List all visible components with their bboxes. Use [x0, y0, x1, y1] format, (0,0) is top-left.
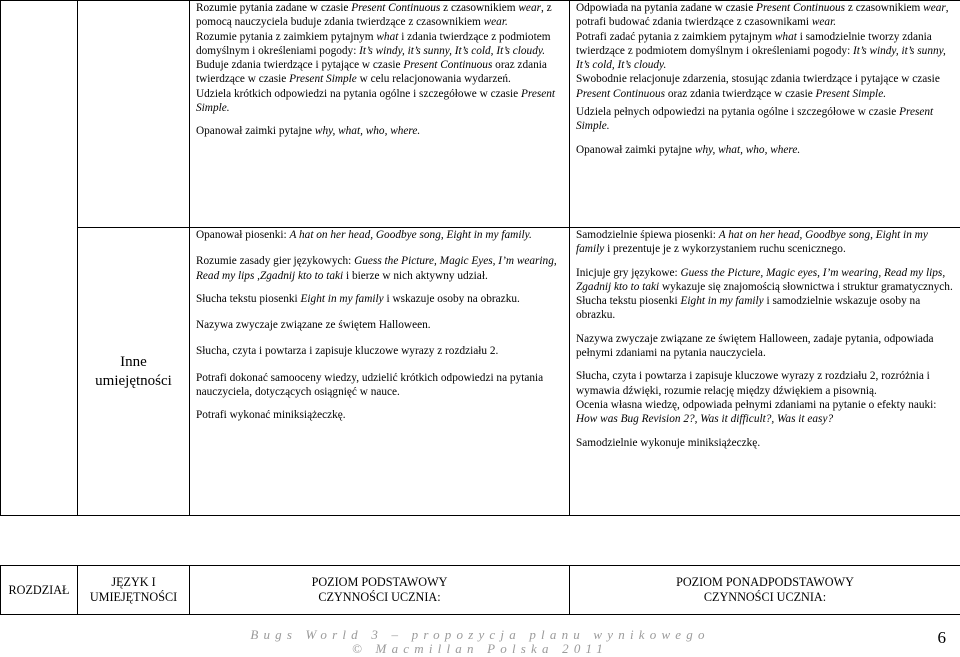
advanced-level-cell: [570, 1, 960, 228]
header-chapter: ROZDZIAŁ: [1, 566, 78, 615]
text: Samodzielnie wykonuje miniksiążeczkę.: [576, 437, 760, 449]
list-item: [576, 266, 955, 295]
items-list: [570, 228, 960, 450]
page-number: 6: [938, 628, 947, 648]
italic-text: It’s windy, it’s sunny, It’s cold, It’s cloudy.: [359, 45, 545, 57]
text: Odpowiada na pytania zadane w czasie: [576, 2, 756, 14]
list-item: [576, 294, 955, 323]
text: Udziela krótkich odpowiedzi na pytania ogólne i szczegółowe w czasie: [196, 88, 521, 100]
list-item: [576, 398, 955, 427]
list-item: [576, 369, 955, 398]
column-header-row: [0, 565, 960, 615]
table-row: [1, 1, 960, 228]
table-row: [1, 228, 960, 516]
items-list: [570, 1, 960, 157]
italic-text: wear.: [484, 16, 508, 28]
footer-title: Bugs World 3 – propozycja planu wynikowego: [0, 627, 960, 643]
chapter-cell: [1, 1, 78, 516]
item-spacer: [196, 115, 564, 124]
text: Opanował piosenki:: [196, 229, 290, 241]
italic-text: why, what, who, where.: [315, 125, 420, 137]
item-spacer: [576, 427, 955, 436]
list-item: [576, 228, 955, 257]
list-item: [196, 254, 564, 283]
text: i prezentuje je z wykorzystaniem ruchu scenicznego.: [604, 243, 846, 255]
text: Samodzielnie śpiewa piosenki:: [576, 229, 719, 241]
text: Opanował zaimki pytajne: [576, 144, 695, 156]
italic-text: wear: [518, 2, 541, 14]
item-spacer: [576, 134, 955, 143]
italic-text: Present Simple.: [576, 106, 933, 132]
text: w celu relacjonowania wydarzeń.: [357, 73, 511, 85]
italic-text: Eight in my family: [301, 293, 384, 305]
text: Rozumie pytania zadane w czasie: [196, 2, 351, 14]
italic-text: wear: [923, 2, 946, 14]
basic-level-cell: [190, 1, 570, 228]
text: Inicjuje gry językowe:: [576, 267, 680, 279]
italic-text: A hat on her head, Goodbye song, Eight in my family.: [290, 229, 532, 241]
text: i wskazuje osoby na obrazku.: [384, 293, 520, 305]
header-skill: JĘZYK I UMIEJĘTNOŚCI: [78, 566, 190, 615]
item-spacer: [196, 359, 564, 371]
item-spacer: [576, 257, 955, 266]
items-list: [190, 228, 569, 423]
italic-text: Present Simple: [289, 73, 357, 85]
text: Rozumie pytania z zaimkiem pytajnym: [196, 31, 376, 43]
italic-text: Present Continuous: [756, 2, 845, 14]
text: oraz zdania twierdzące w czasie: [665, 88, 816, 100]
text: Słucha, czyta i powtarza i zapisuje kluczowe wyrazy z rozdziału 2, rozróżnia i wymawia dźwięki, rozumie relację między dźwiękiem a pisownią.: [576, 370, 930, 396]
list-item: [196, 87, 564, 116]
text: Buduje zdania twierdzące i pytające w czasie: [196, 59, 403, 71]
text: , z pomocą nauczyciela buduje zdania twierdzące z czasownikiem: [196, 2, 552, 28]
italic-text: Present Continuous: [403, 59, 492, 71]
italic-text: Present Continuous: [576, 88, 665, 100]
text: Słucha tekstu piosenki: [576, 295, 681, 307]
italic-text: Present Simple.: [196, 88, 555, 114]
list-item: [196, 124, 564, 138]
text: Nazywa zwyczaje związane ze świętem Halloween, zadaje pytania, odpowiada pełnymi zdaniami na pytania nauczyciela.: [576, 333, 934, 359]
skill-label-line: umiejętności: [78, 372, 189, 391]
italic-text: wear.: [812, 16, 836, 28]
text: Rozumie zasady gier językowych:: [196, 255, 354, 267]
italic-text: Present Continuous: [351, 2, 440, 14]
text: Słucha, czyta i powtarza i zapisuje kluczowe wyrazy z rozdziału 2.: [196, 345, 498, 357]
list-item: [576, 105, 955, 134]
text: , potrafi budować zdania twierdzące z czasownikami: [576, 2, 949, 28]
list-item: [196, 408, 564, 422]
italic-text: why, what, who, where.: [695, 144, 800, 156]
text: wykazuje się znajomością słownictwa i struktur gramatycznych.: [659, 281, 953, 293]
item-spacer: [196, 283, 564, 292]
items-list: [190, 1, 569, 139]
text: Słucha tekstu piosenki: [196, 293, 301, 305]
item-spacer: [196, 242, 564, 254]
list-item: [196, 30, 564, 59]
footer-copyright: © Macmillan Polska 2011: [0, 641, 960, 657]
item-spacer: [576, 360, 955, 369]
text: Swobodnie relacjonuje zdarzenia, stosując zdania twierdzące i pytające w czasie: [576, 73, 940, 85]
text: Udziela pełnych odpowiedzi na pytania ogólne i szczegółowe w czasie: [576, 106, 899, 118]
item-spacer: [196, 332, 564, 344]
basic-level-cell: [190, 228, 570, 516]
header-advanced-level: POZIOM PONADPODSTAWOWY CZYNNOŚCI UCZNIA:: [570, 566, 960, 615]
text: Potrafi zadać pytania z zaimkiem pytajnym: [576, 31, 775, 43]
italic-text: what: [376, 31, 398, 43]
list-item: [576, 1, 955, 30]
italic-text: Guess the Picture, Magic eyes, I’m wearing, Read my lips, Zgadnij kto to taki: [576, 267, 945, 293]
list-item: [576, 143, 955, 157]
italic-text: Present Simple.: [816, 88, 886, 100]
italic-text: Eight in my family: [681, 295, 764, 307]
list-item: [196, 318, 564, 332]
text: i samodzielnie wskazuje osoby na obrazku.: [576, 295, 920, 321]
skill-cell: [78, 228, 190, 516]
list-item: [196, 344, 564, 358]
list-item: [576, 436, 955, 450]
text: Potrafi dokonać samooceny wiedzy, udzielić krótkich odpowiedzi na pytania nauczyciela, dotyczących osiągnięć w nauce.: [196, 372, 543, 398]
italic-text: A hat on her head, Goodbye song, Eight in my family: [576, 229, 928, 255]
text: i samodzielnie tworzy zdania twierdzące z podmiotem domyślnym i określeniami pogody:: [576, 31, 932, 57]
text: Potrafi wykonać miniksiążeczkę.: [196, 409, 346, 421]
skill-label-line: Inne: [78, 353, 189, 372]
skill-cell-empty: [78, 1, 190, 228]
item-spacer: [196, 306, 564, 318]
item-spacer: [196, 399, 564, 408]
text: Opanował zaimki pytajne: [196, 125, 315, 137]
text: z czasownikiem: [440, 2, 518, 14]
list-item: [196, 292, 564, 306]
list-item: [576, 332, 955, 361]
italic-text: Guess the Picture, Magic Eyes, I’m wearing, Read my lips ,Zgadnij kto to taki: [196, 255, 557, 281]
text: Ocenia własna wiedzę, odpowiada pełnymi zdaniami na pytanie o efekty nauki:: [576, 399, 936, 411]
header-basic-level: POZIOM PODSTAWOWY CZYNNOŚCI UCZNIA:: [190, 566, 570, 615]
italic-text: It’s windy, it’s sunny, It’s cold, It’s cloudy.: [576, 45, 946, 71]
list-item: [196, 1, 564, 30]
text: oraz zdania twierdzące w czasie: [196, 59, 547, 85]
list-item: [196, 371, 564, 400]
text: i zdania twierdzące z podmiotem domyślnym i określeniami pogody:: [196, 31, 551, 57]
text: z czasownikiem: [845, 2, 923, 14]
list-item: [196, 58, 564, 87]
list-item: [576, 30, 955, 73]
italic-text: what: [775, 31, 797, 43]
italic-text: How was Bug Revision 2?, Was it difficult?, Was it easy?: [576, 413, 833, 425]
list-item: [576, 72, 955, 101]
advanced-level-cell: [570, 228, 960, 516]
text: Nazywa zwyczaje związane ze świętem Halloween.: [196, 319, 431, 331]
text: i bierze w nich aktywny udział.: [343, 270, 488, 282]
list-item: [196, 228, 564, 242]
item-spacer: [576, 323, 955, 332]
